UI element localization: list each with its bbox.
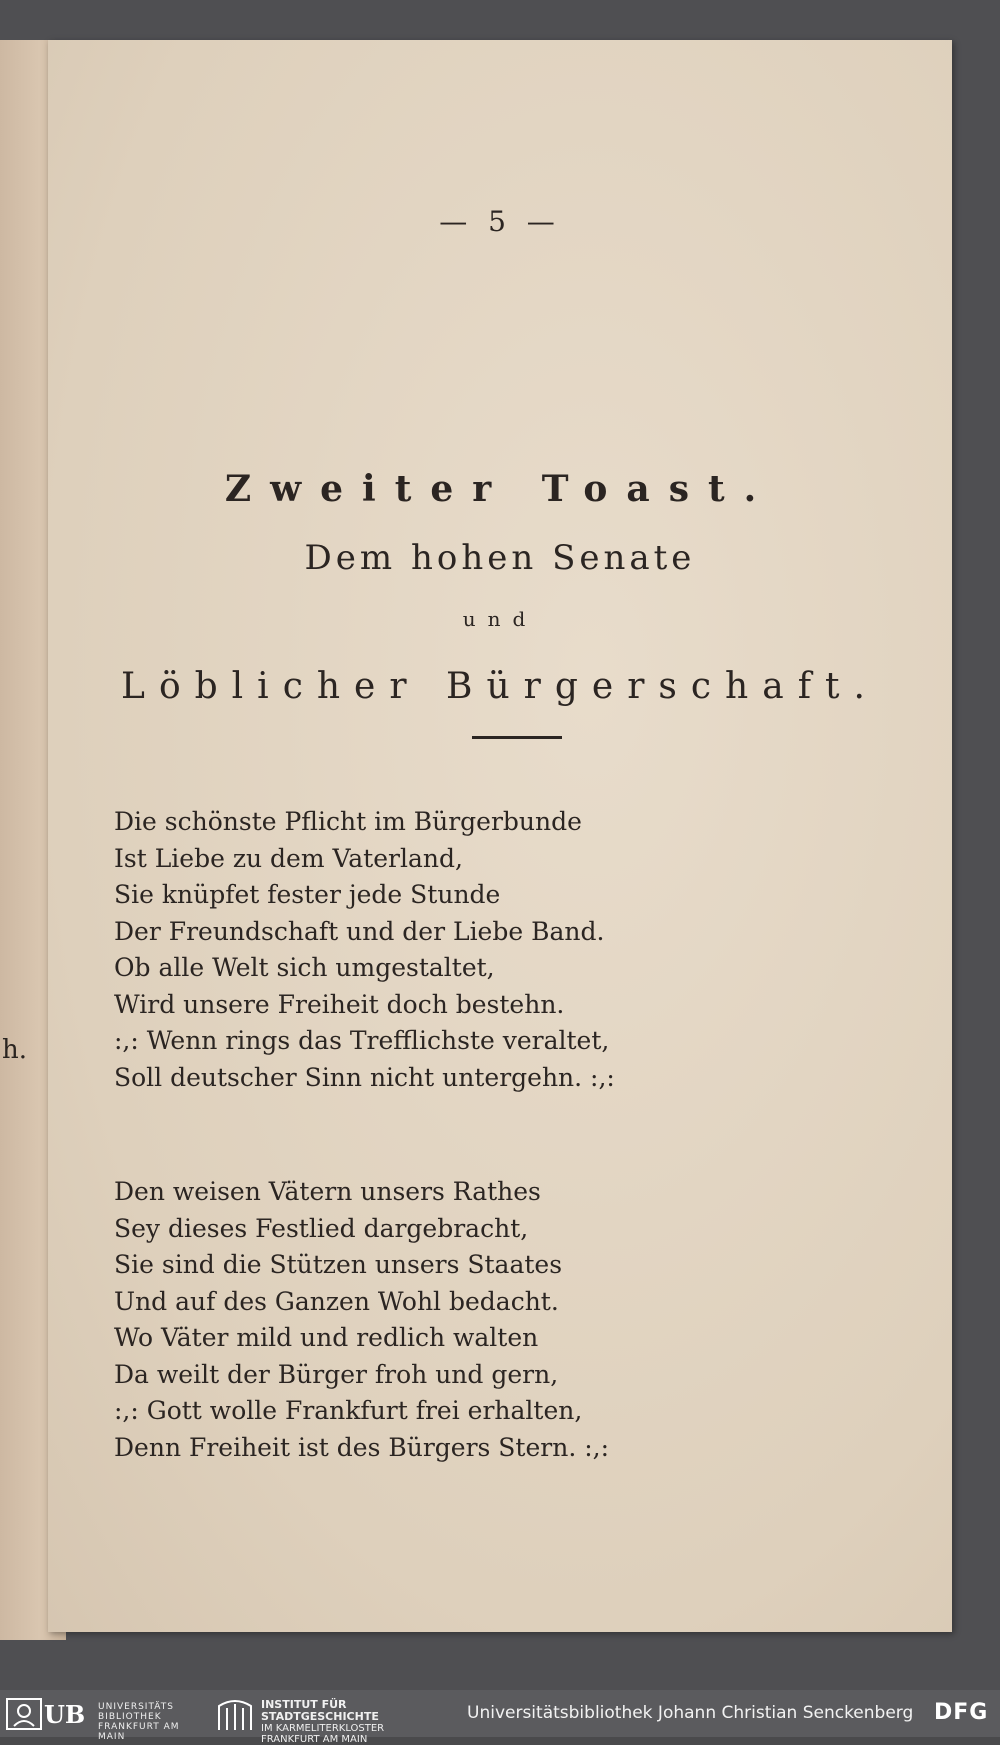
ub-line: BIBLIOTHEK [98,1712,162,1722]
verse-line: Sey dieses Festlied dargebracht, [114,1213,529,1243]
dedication-line-1: Dem hohen Senate [304,538,696,578]
verse-line: Soll deutscher Sinn nicht untergehn. :,: [114,1062,615,1092]
stanza-2 [114,1174,834,1466]
ub-emblem-icon [6,1698,42,1730]
verse-line: Denn Freiheit ist des Bürgers Stern. :,: [114,1432,610,1462]
verse-line: Die schönste Pflicht im Bürgerbunde [114,807,582,836]
stanza-1 [114,804,834,1096]
isg-line: FRANKFURT AM MAIN [261,1734,368,1745]
isg-wordmark [261,1699,384,1745]
ub-line: UNIVERSITÄTS [98,1702,174,1712]
verse-line: Sie knüpfet fester jede Stunde [114,880,501,909]
dedication-conjunction: und [462,607,538,631]
holding-library-text: Universitätsbibliothek Johann Christian Senckenberg [467,1703,914,1723]
page-number: — 5 — [439,205,561,238]
ub-letters: UB [44,1700,86,1729]
verse-line: :,: Wenn rings das Trefflichste veraltet, [114,1026,610,1055]
previous-page-fragment: h. [2,1035,28,1065]
verse-line: Ist Liebe zu dem Vaterland, [114,843,463,873]
footer-bar [0,1690,1000,1745]
isg-line: IM KARMELITERKLOSTER [261,1723,385,1734]
isg-logo[interactable] [215,1696,415,1745]
ornamental-rule [472,736,562,739]
ub-line: FRANKFURT AM MAIN [98,1722,180,1742]
ub-wordmark [98,1702,206,1742]
verse-line: :,: Gott wolle Frankfurt frei erhalten, [114,1396,583,1425]
verse-line: Wird unsere Freiheit doch bestehn. [114,989,565,1019]
verse-line: Den weisen Vätern unsers Rathes [114,1177,541,1206]
toast-title: Zweiter Toast. [224,468,776,510]
dfg-logo[interactable]: DFG [934,1700,989,1725]
verse-line: Der Freundschaft und der Liebe Band. [114,916,605,946]
verse-line: Und auf des Ganzen Wohl bedacht. [114,1286,559,1316]
verse-line: Da weilt der Bürger froh und gern, [114,1359,559,1389]
dedication-line-2: Löblicher Bürgerschaft. [121,666,879,707]
isg-line: STADTGESCHICHTE [261,1710,379,1723]
verse-line: Sie sind die Stützen unsers Staates [114,1250,563,1279]
isg-emblem-icon [215,1698,255,1732]
isg-line: INSTITUT FÜR [261,1698,347,1711]
book-page [48,40,952,1632]
verse-line: Wo Väter mild und redlich walten [114,1323,539,1352]
verse-line: Ob alle Welt sich umgestaltet, [114,953,495,982]
ub-logo[interactable] [6,1696,206,1742]
